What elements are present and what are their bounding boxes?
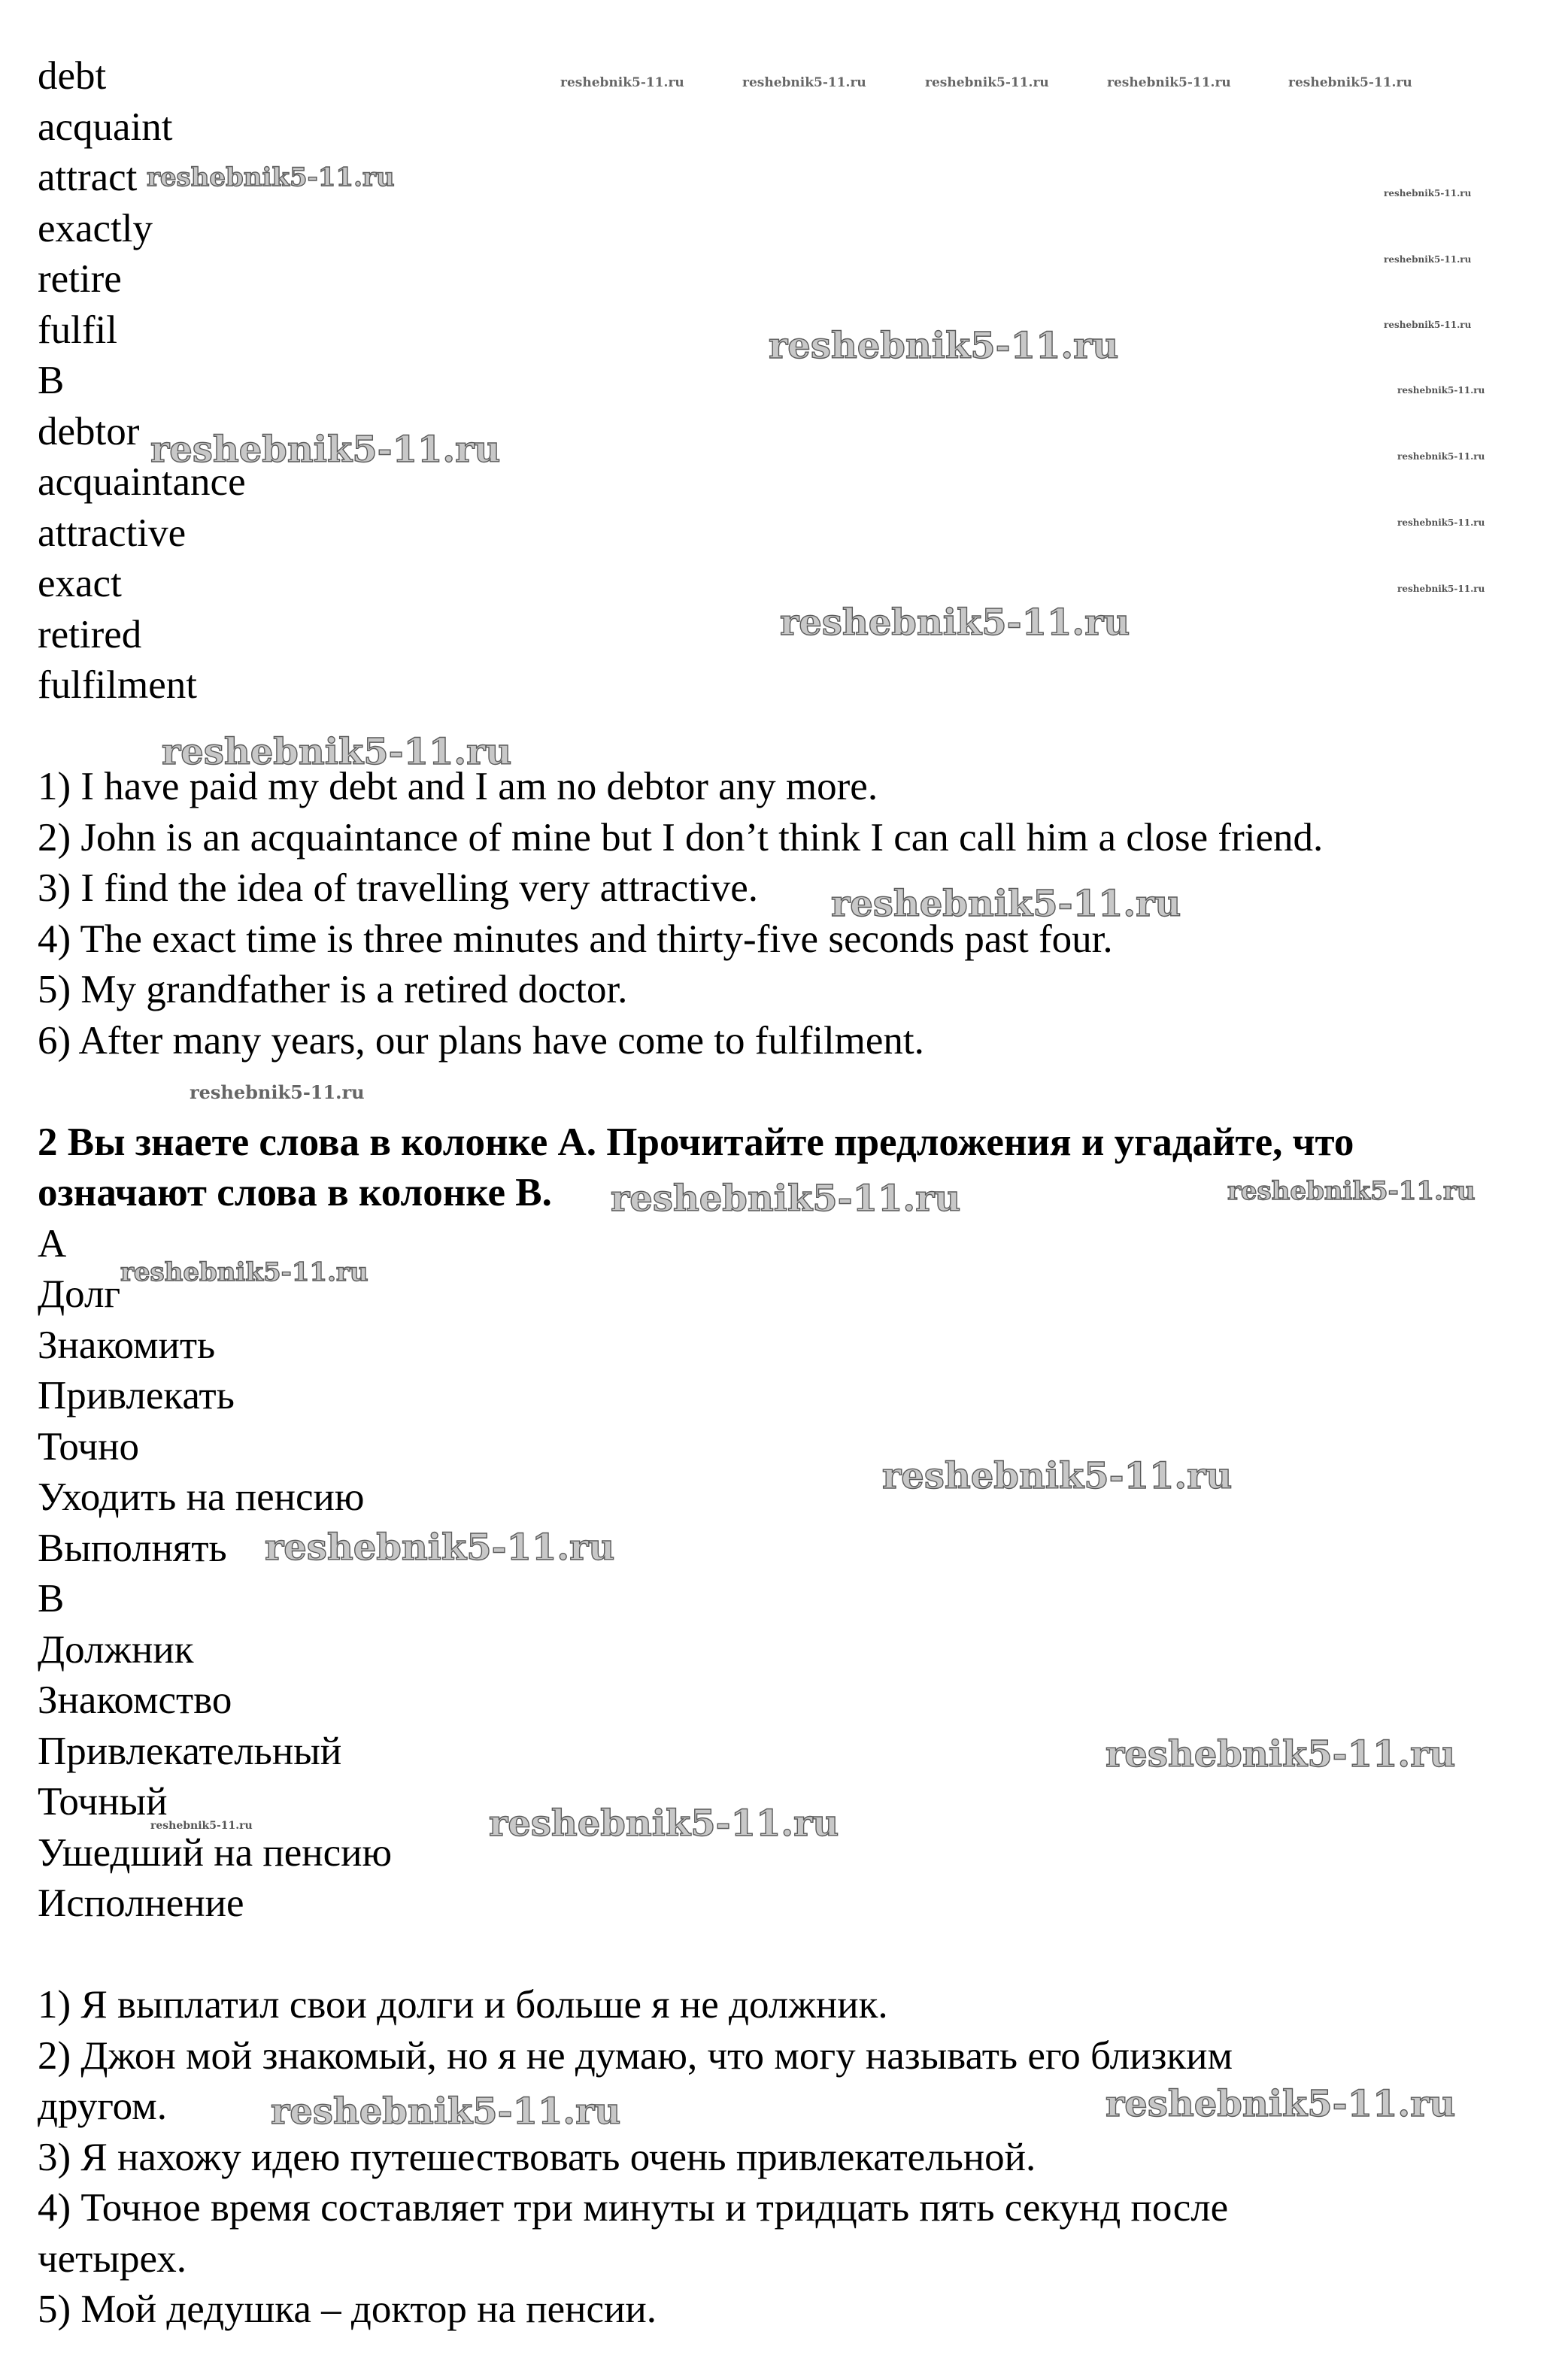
- ru-word-a-5: Уходить на пенсию: [38, 1475, 365, 1519]
- russian-sentence-3: 3) Я нахожу идею путешествовать очень привлекательной.: [38, 2135, 1036, 2179]
- watermark: reshebnik5-11.ru: [769, 325, 1119, 367]
- ru-word-b-1: Должник: [38, 1627, 194, 1672]
- ru-word-a-1: Долг: [38, 1272, 121, 1316]
- english-sentence-3: 3) I find the idea of travelling very attractive.: [38, 866, 759, 910]
- label-a-ru: А: [38, 1221, 67, 1266]
- word-b-4: exact: [38, 562, 122, 605]
- ru-word-a-2: Знакомить: [38, 1323, 216, 1367]
- watermark: reshebnik5-11.ru: [1384, 188, 1472, 199]
- ru-word-a-6: Выполнять: [38, 1526, 227, 1570]
- word-b-5: retired: [38, 612, 142, 656]
- ru-word-b-3: Привлекательный: [38, 1729, 342, 1773]
- word-a-1: debt: [38, 54, 107, 98]
- watermark: reshebnik5-11.ru: [1384, 320, 1472, 330]
- word-a-2: acquaint: [38, 105, 173, 149]
- watermark: reshebnik5-11.ru: [611, 1178, 961, 1220]
- watermark: reshebnik5-11.ru: [1106, 2083, 1456, 2125]
- english-sentence-5: 5) My grandfather is a retired doctor.: [38, 968, 628, 1011]
- watermark: reshebnik5-11.ru: [489, 1802, 839, 1845]
- watermark: reshebnik5-11.ru: [150, 429, 501, 471]
- watermark: reshebnik5-11.ru: [742, 75, 866, 90]
- english-sentence-6: 6) After many years, our plans have come to fulfilment.: [38, 1018, 924, 1063]
- word-b-6: fulfilment: [38, 663, 197, 707]
- watermark: reshebnik5-11.ru: [1397, 517, 1485, 528]
- watermark: reshebnik5-11.ru: [120, 1257, 369, 1287]
- watermark: reshebnik5-11.ru: [882, 1455, 1233, 1497]
- ru-word-a-3: Привлекать: [38, 1374, 235, 1417]
- word-a-3: attract: [38, 156, 138, 199]
- watermark: reshebnik5-11.ru: [265, 1527, 615, 1569]
- russian-sentence-2: 2) Джон мой знакомый, но я не думаю, что могу называть его близким: [38, 2033, 1233, 2078]
- watermark: reshebnik5-11.ru: [1227, 1176, 1476, 1206]
- english-sentence-4: 4) The exact time is three minutes and thirty-five seconds past four.: [38, 917, 1113, 961]
- russian-sentence-5: 5) Мой дедушка – доктор на пенсии.: [38, 2288, 657, 2331]
- task2-heading-line2: означают слова в колонке В.: [38, 1171, 552, 1214]
- word-a-5: retire: [38, 257, 122, 301]
- task2-heading-line1: 2 Вы знаете слова в колонке А. Прочитайте предложения и угадайте, что: [38, 1120, 1354, 1164]
- watermark: reshebnik5-11.ru: [162, 731, 512, 773]
- watermark: reshebnik5-11.ru: [925, 75, 1049, 90]
- watermark: reshebnik5-11.ru: [190, 1081, 365, 1103]
- ru-word-b-6: Исполнение: [38, 1881, 244, 1925]
- watermark: reshebnik5-11.ru: [1288, 75, 1412, 90]
- watermark: reshebnik5-11.ru: [1397, 451, 1485, 462]
- watermark: reshebnik5-11.ru: [150, 1820, 253, 1832]
- word-a-6: fulfil: [38, 308, 117, 352]
- word-b-1: debtor: [38, 409, 140, 453]
- ru-word-b-4: Точный: [38, 1780, 168, 1824]
- watermark: reshebnik5-11.ru: [1397, 385, 1485, 396]
- russian-sentence-4-cont: четырех.: [38, 2236, 187, 2281]
- english-sentence-1: 1) I have paid my debt and I am no debtor any more.: [38, 765, 878, 808]
- russian-sentence-1: 1) Я выплатил свои долги и больше я не должник.: [38, 1983, 888, 2027]
- watermark: reshebnik5-11.ru: [147, 162, 395, 193]
- watermark: reshebnik5-11.ru: [780, 602, 1130, 644]
- watermark: reshebnik5-11.ru: [1106, 1733, 1456, 1775]
- ru-word-a-4: Точно: [38, 1424, 140, 1469]
- watermark: reshebnik5-11.ru: [1384, 254, 1472, 265]
- english-sentence-2: 2) John is an acquaintance of mine but I don’t think I can call him a close friend.: [38, 815, 1324, 860]
- word-b-3: attractive: [38, 511, 187, 555]
- ru-word-b-2: Знакомство: [38, 1678, 232, 1722]
- watermark: reshebnik5-11.ru: [1397, 584, 1485, 594]
- word-a-4: exactly: [38, 206, 153, 250]
- russian-sentence-4: 4) Точное время составляет три минуты и тридцать пять секунд после: [38, 2186, 1229, 2230]
- spacer: [38, 1930, 1527, 1981]
- watermark: reshebnik5-11.ru: [271, 2090, 621, 2133]
- word-b-2: acquaintance: [38, 460, 246, 504]
- russian-sentence-2-cont: другом.: [38, 2084, 167, 2128]
- watermark: reshebnik5-11.ru: [1107, 75, 1231, 90]
- watermark: reshebnik5-11.ru: [560, 75, 684, 90]
- label-b: B: [38, 359, 65, 402]
- watermark: reshebnik5-11.ru: [831, 883, 1181, 925]
- label-b-ru: В: [38, 1577, 65, 1621]
- ru-word-b-5: Ушедший на пенсию: [38, 1830, 393, 1875]
